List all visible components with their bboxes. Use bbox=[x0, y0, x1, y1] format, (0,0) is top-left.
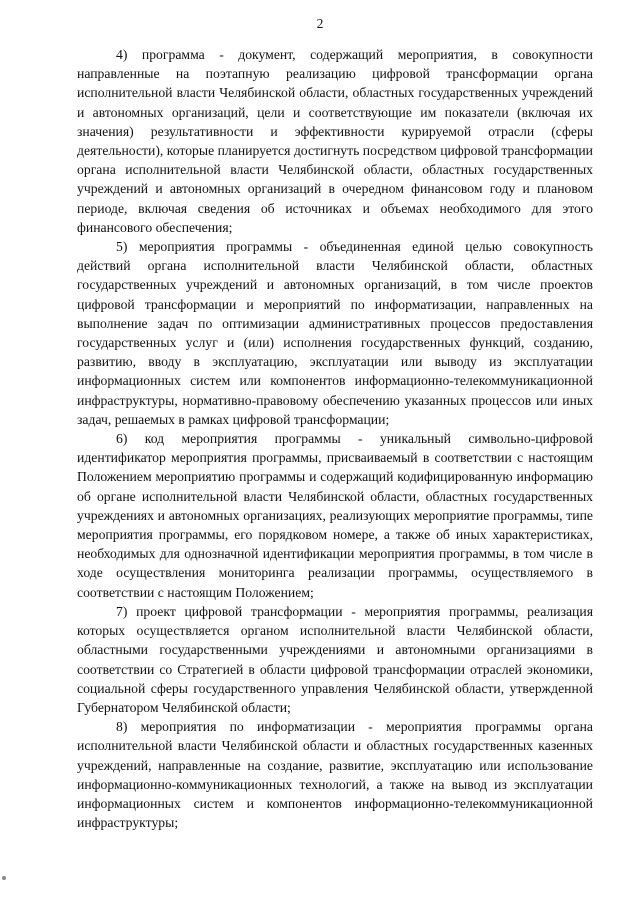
page-number: 2 bbox=[316, 16, 324, 31]
paragraph-program-activities: 5) мероприятия программы - объединенная единой целью совокупность действий органа исполнительной власти Челябинской области, областных государственных учреждений и автономных организаций, в том числе проектов цифровой трансформации и мероприятий по информатизации, направленных на выполнение задач по оптимизации административных процессов предоставления государственных услуг и (или) исполнения государственных функций, созданию, развитию, вводу в эксплуатацию, эксплуатации или выводу из эксплуатации информационных систем или компонентов информационно-телекоммуникационной инфраструктуры, нормативно-правовому обеспечению указанных процессов или иных задач, решаемых в рамках цифровой трансформации; bbox=[77, 239, 593, 427]
paragraph-activity-code: 6) код мероприятия программы - уникальный символьно-цифровой идентификатор мероприятия программы, присваиваемый в соответствии с настоящим Положением мероприятию программы и содержащий кодифицированную информацию об органе исполнительной власти Челябинской области, областных государственных учреждениях и автономных организациях, реализующих мероприятие программы, типе мероприятия программы, его порядковом номере, а также об иных характеристиках, необходимых для однозначной идентификации мероприятия программы, в том числе в ходе осуществления мониторинга реализации программы, осуществляемого в соответствии с настоящим Положением; bbox=[77, 431, 593, 600]
paragraph-digital-transformation-project: 7) проект цифровой трансформации - мероприятия программы, реализация которых осуществляется органом исполнительной власти Челябинской области, областными государственными учреждениями и автономными организациями в соответствии со Стратегией в области цифровой трансформации отраслей экономики, социальной сферы государственного управления Челябинской области, утвержденной Губернатором Челябинской области; bbox=[77, 603, 593, 715]
document-body bbox=[77, 45, 593, 832]
scan-margin-mark bbox=[2, 876, 6, 880]
paragraph-program-definition: 4) программа - документ, содержащий мероприятия, в совокупности направленные на поэтапную реализацию цифровой трансформации органа исполнительной власти Челябинской области, областных государственных учреждений и автономных организаций, цели и соответствующие им показатели (включая их значения) результативности и эффективности курируемой отрасли (сферы деятельности), которые планируется достигнуть посредством цифровой трансформации органа исполнительной власти Челябинской области, областных государственных учреждений и автономных организаций в очередном финансовом году и плановом периоде, включая сведения об источниках и объемах необходимого для этого финансового обеспечения; bbox=[77, 47, 593, 235]
paragraph-informatization-activities: 8) мероприятия по информатизации - мероприятия программы органа исполнительной власти Челябинской области и областных государственных казенных учреждений, направленные на создание, развитие, эксплуатацию или использование информационно-коммуникационных технологий, а также на вывод из эксплуатации информационных систем и компонентов информационно-телекоммуникационной инфраструктуры; bbox=[77, 719, 593, 831]
